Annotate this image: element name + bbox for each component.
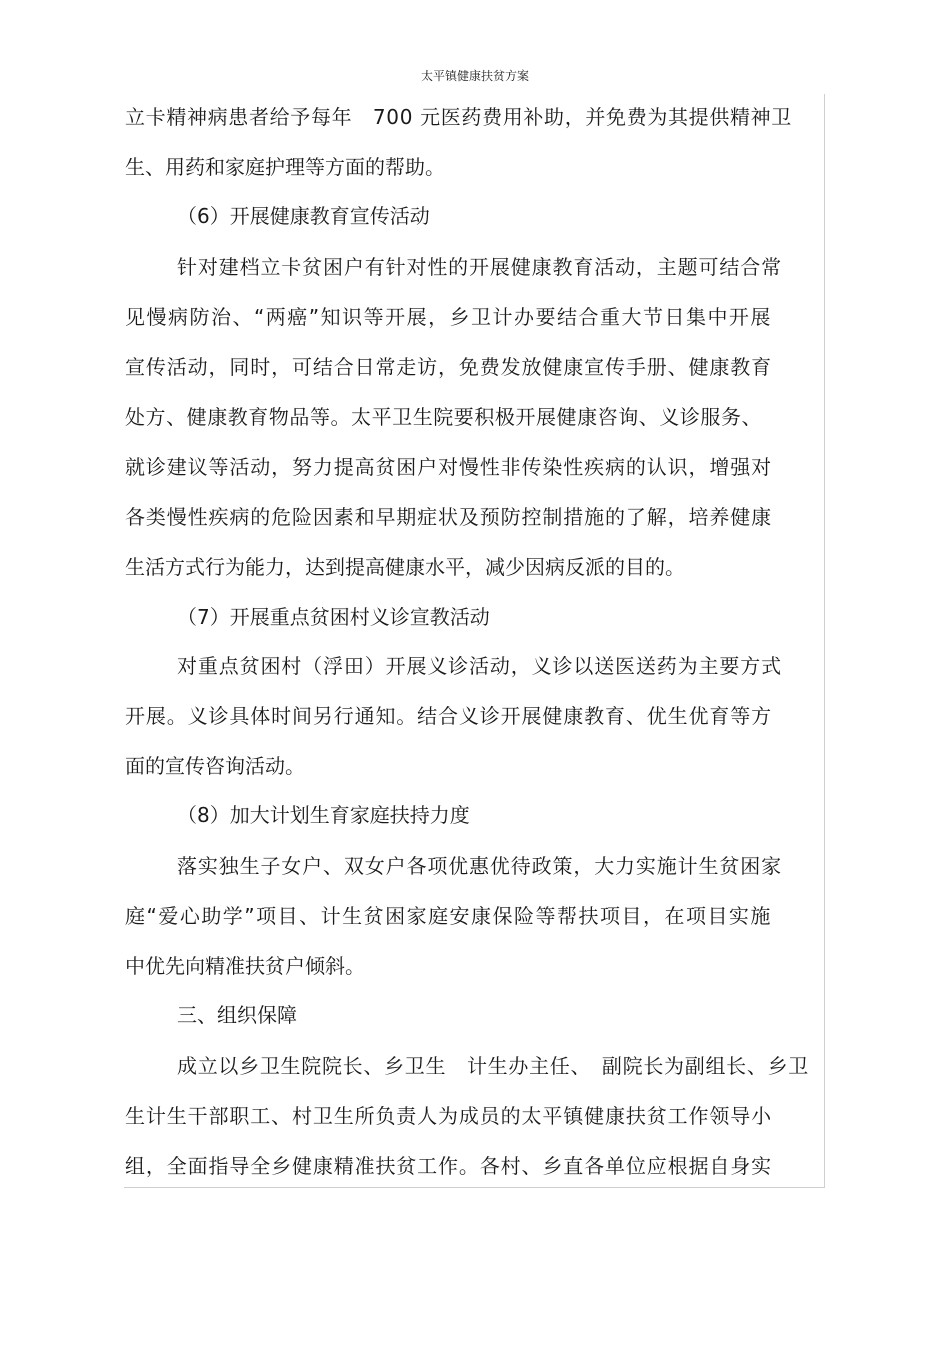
text-line: 中优先向精准扶贫户倾斜。: [125, 954, 365, 978]
text-line: 生计生干部职工、村卫生所负责人为成员的太平镇健康扶贫工作领导小: [125, 1104, 772, 1128]
page-border-bottom: [124, 1187, 825, 1188]
text-line: 就诊建议等活动，努力提高贫困户对慢性非传染性疾病的认识，增强对: [125, 455, 772, 479]
page-header-title: 太平镇健康扶贫方案: [420, 69, 529, 83]
text-line: 落实独生子女户、双女户各项优惠优待政策，大力实施计生贫困家: [177, 854, 782, 878]
text-line: 面的宣传咨询活动。: [125, 754, 305, 778]
text-line: 见慢病防治、“两癌”知识等开展，乡卫计办要结合重大节日集中开展: [125, 305, 772, 329]
text-line: 组，全面指导全乡健康精准扶贫工作。各村、乡直各单位应根据自身实: [125, 1154, 772, 1178]
section-heading: （6）开展健康教育宣传活动: [177, 204, 430, 228]
text-line: 庭“爱心助学”项目、计生贫困家庭安康保险等帮扶项目，在项目实施: [125, 904, 772, 928]
text-line: 各类慢性疾病的危险因素和早期症状及预防控制措施的了解，培养健康: [125, 505, 772, 529]
text-line: 生活方式行为能力，达到提高健康水平，减少因病反派的目的。: [125, 555, 685, 579]
text-line: 宣传活动，同时，可结合日常走访，免费发放健康宣传手册、健康教育: [125, 355, 772, 379]
section-heading: （8）加大计划生育家庭扶持力度: [177, 803, 470, 827]
text-line: 处方、健康教育物品等。太平卫生院要积极开展健康咨询、义诊服务、: [125, 405, 763, 429]
text-line: 针对建档立卡贫困户有针对性的开展健康教育活动，主题可结合常: [177, 255, 782, 279]
section-heading: 三、组织保障: [177, 1003, 297, 1027]
page-border-right: [824, 94, 825, 1188]
text-line: 成立以乡卫生院院长、乡卫生 计生办主任、 副院长为副组长、乡卫: [177, 1054, 810, 1078]
text-line: 生、用药和家庭护理等方面的帮助。: [125, 155, 445, 179]
text-line: 立卡精神病患者给予每年 700 元医药费用补助，并免费为其提供精神卫: [125, 105, 792, 129]
text-line: 对重点贫困村（浮田）开展义诊活动，义诊以送医送药为主要方式: [177, 654, 782, 678]
section-heading: （7）开展重点贫困村义诊宣教活动: [177, 605, 490, 629]
text-line: 开展。义诊具体时间另行通知。结合义诊开展健康教育、优生优育等方: [125, 704, 772, 728]
